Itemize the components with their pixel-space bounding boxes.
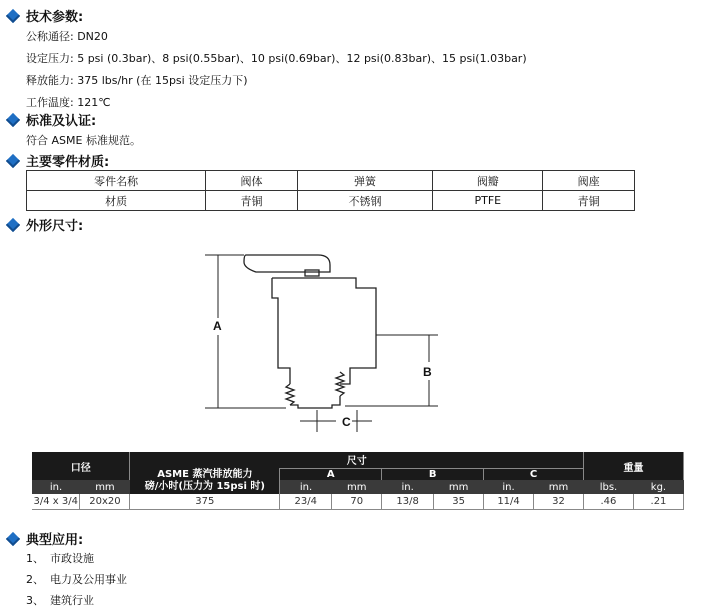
c-header: C bbox=[484, 468, 584, 480]
unit-cell: lbs. bbox=[599, 481, 618, 493]
list-item bbox=[26, 571, 127, 587]
table-cell: 35 bbox=[434, 494, 484, 510]
standard-text: 符合 ASME 标准规范。 bbox=[26, 134, 141, 147]
table-cell: 弹簧 bbox=[297, 171, 432, 191]
unit-cell: mm bbox=[448, 481, 469, 493]
capacity-line2: 磅/小时(压力为 15psi 时) bbox=[144, 481, 265, 492]
diamond-bullet-icon bbox=[6, 531, 20, 545]
list-text: 市政设施 bbox=[50, 552, 94, 565]
weight-header: 重量 bbox=[583, 452, 683, 480]
unit-cell: kg. bbox=[650, 481, 667, 493]
table-cell: 材质 bbox=[27, 191, 206, 211]
table-cell: 青铜 bbox=[543, 191, 635, 211]
table-cell: .46 bbox=[583, 494, 633, 510]
table-row bbox=[32, 452, 684, 468]
list-number: 1、 bbox=[26, 552, 44, 565]
table-cell: 70 bbox=[332, 494, 382, 510]
table-cell: 20x20 bbox=[80, 494, 130, 510]
list-item bbox=[26, 550, 94, 566]
table-cell: 3/4 x 3/4 bbox=[32, 494, 80, 510]
list-text: 建筑行业 bbox=[50, 594, 94, 607]
section-applications-header bbox=[4, 529, 83, 548]
unit-cell: in. bbox=[502, 481, 515, 493]
table-row bbox=[32, 480, 684, 494]
capacity-header bbox=[130, 468, 280, 494]
dimensions-header: 尺寸 bbox=[130, 452, 584, 468]
table-cell: 375 bbox=[130, 494, 280, 510]
list-text: 电力及公用事业 bbox=[50, 573, 127, 586]
section-title: 主要零件材质: bbox=[26, 155, 110, 170]
table-cell: 阀体 bbox=[206, 171, 298, 191]
table-cell: 32 bbox=[534, 494, 584, 510]
unit-cell: in. bbox=[401, 481, 414, 493]
section-title: 典型应用: bbox=[26, 533, 84, 548]
table-cell: 11/4 bbox=[484, 494, 534, 510]
list-item bbox=[26, 592, 94, 608]
table-cell: 13/8 bbox=[382, 494, 434, 510]
dimension-c-label: C bbox=[342, 415, 351, 429]
table-cell: PTFE bbox=[433, 191, 543, 211]
unit-cell: mm bbox=[95, 481, 115, 493]
section-title: 技术参数: bbox=[26, 10, 84, 25]
dimension-b-label: B bbox=[423, 365, 432, 379]
capacity-line1: ASME 蒸汽排放能力 bbox=[157, 469, 253, 480]
table-cell: 23/4 bbox=[280, 494, 332, 510]
unit-cell: in. bbox=[49, 481, 63, 493]
dimension-a-label: A bbox=[213, 319, 222, 333]
table-cell: 青铜 bbox=[206, 191, 298, 211]
tech-line-capacity: 释放能力: 375 lbs/hr (在 15psi 设定压力下) bbox=[26, 74, 248, 87]
size-header: 口径 bbox=[32, 452, 130, 480]
table-cell: 阀瓣 bbox=[433, 171, 543, 191]
unit-cell: mm bbox=[548, 481, 569, 493]
table-cell: 不锈钢 bbox=[297, 191, 432, 211]
tech-line-pressure: 设定压力: 5 psi (0.3bar)、8 psi(0.55bar)、10 psi(0.69bar)、12 psi(0.83bar)、15 psi(1.03bar) bbox=[26, 52, 527, 65]
spec-table bbox=[32, 452, 684, 510]
list-number: 3、 bbox=[26, 594, 44, 607]
table-row bbox=[32, 494, 684, 510]
a-header: A bbox=[280, 468, 382, 480]
section-title: 标准及认证: bbox=[26, 114, 97, 129]
tech-line-nominal: 公称通径: DN20 bbox=[26, 30, 108, 43]
list-number: 2、 bbox=[26, 573, 44, 586]
table-cell: 阀座 bbox=[543, 171, 635, 191]
table-cell: .21 bbox=[633, 494, 683, 510]
section-title: 外形尺寸: bbox=[26, 219, 84, 234]
unit-cell: in. bbox=[299, 481, 313, 493]
b-header: B bbox=[382, 468, 484, 480]
tech-line-temperature: 工作温度: 121℃ bbox=[26, 96, 111, 109]
table-cell: 零件名称 bbox=[27, 171, 206, 191]
unit-cell: mm bbox=[346, 481, 367, 493]
